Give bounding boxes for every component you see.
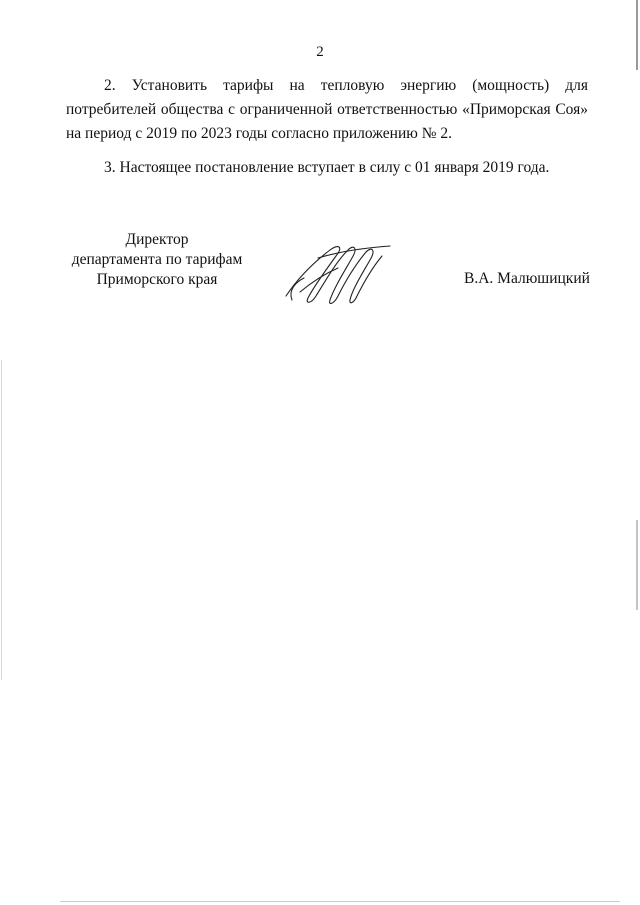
signatory-title-line: Директор bbox=[125, 231, 189, 248]
page-number: 2 bbox=[316, 44, 324, 60]
paragraph-item-3: 3. Настоящее постановление вступает в силу с 01 января 2019 года. bbox=[104, 159, 550, 176]
scan-edge-left bbox=[1, 360, 2, 680]
scan-edge-right bbox=[636, 0, 638, 905]
signatory-title-line: департамента по тарифам bbox=[71, 251, 243, 268]
signatory-title-line: Приморского края bbox=[96, 271, 218, 288]
paragraph-item-2: 2. Установить тарифы на тепловую энергию (мощность) для потребителей общества с ограниченной ответственностью «Приморская Соя» на период с 2019 по 2023 годы согласно приложению № 2. bbox=[66, 77, 588, 142]
document-body bbox=[66, 74, 588, 190]
handwritten-signature bbox=[278, 238, 398, 308]
scan-edge-bottom bbox=[60, 901, 620, 902]
signatory-name: В.А. Малюшицкий bbox=[464, 270, 590, 287]
signatory-title bbox=[62, 230, 252, 290]
